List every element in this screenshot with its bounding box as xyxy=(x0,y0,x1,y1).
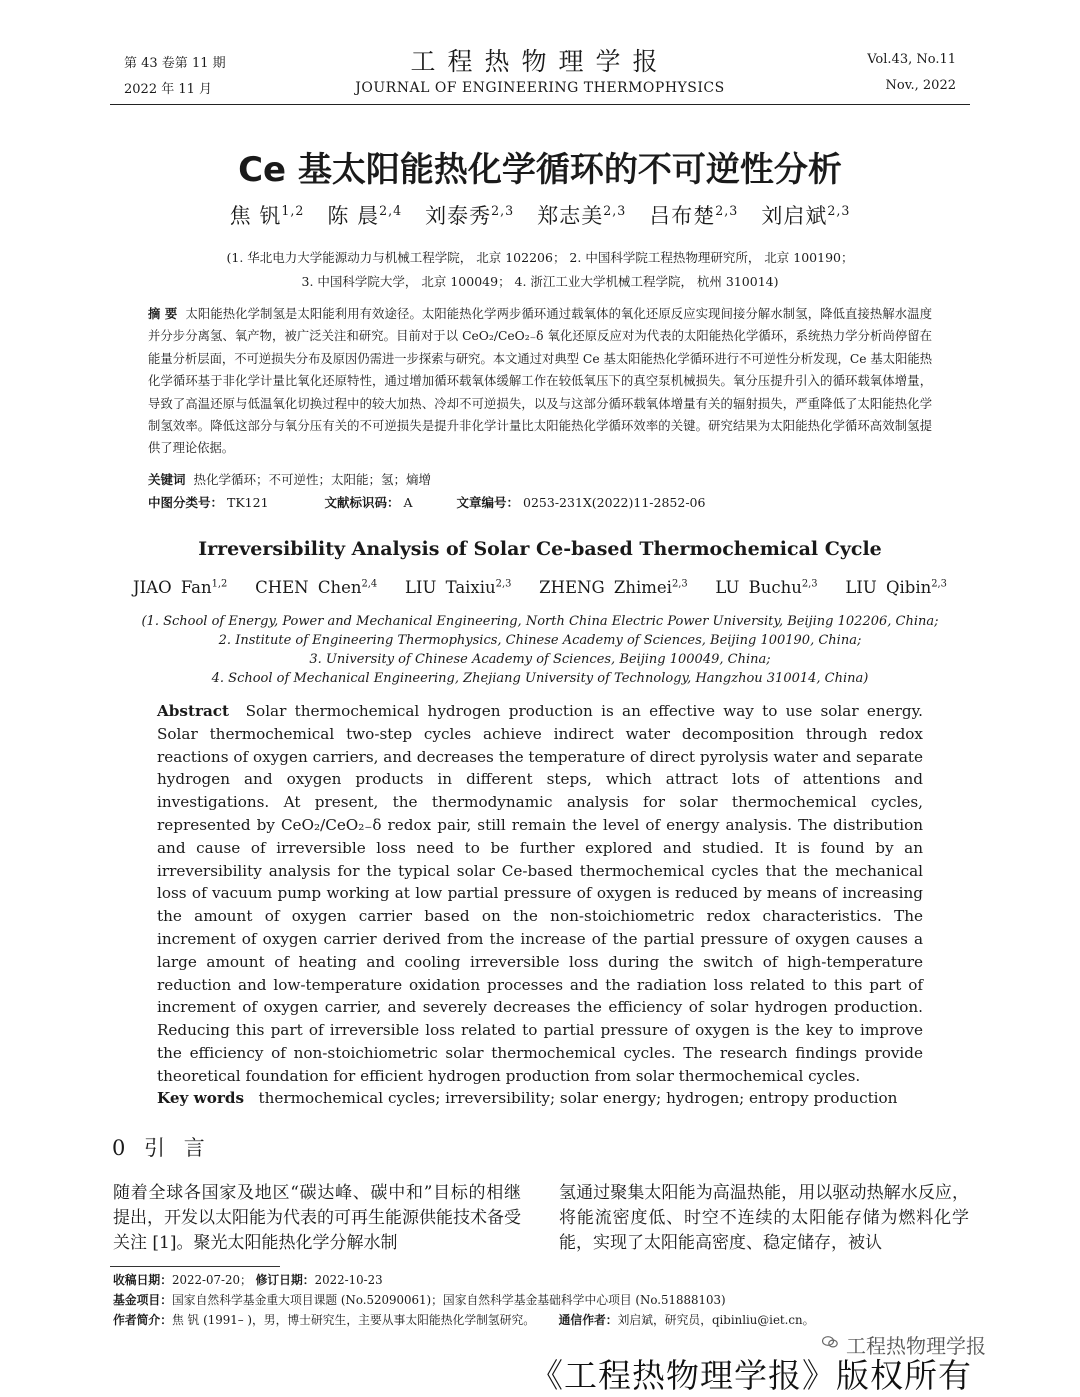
abstract-en xyxy=(157,700,923,1088)
article-no-value: 0253-231X(2022)11-2852-06 xyxy=(523,495,706,510)
author-en: JIAO Fan xyxy=(133,578,212,597)
abstract-cn-text: 太阳能热化学制氢是太阳能利用有效途径。太阳能热化学两步循环通过载氧体的氧化还原反应实现间接分解水制氢，降低直接热解水温度并分步分离氢、氧产物，被广泛关注和研究。目前对于以 CeO₂/CeO₂₋δ 氧化还原反应对为代表的太阳能热化学循环，系统热力学分析尚停留在能量分析层面，不可逆损失分布及原因仍需进一步探索与研究。本文通过对典型 Ce 基太阳能热化学循环进行不可逆性分析发现，Ce 基太阳能热化学循环基于非化学计量比氧化还原特性，通过增加循环载氧体缓解工作在较低氧压下的真空泵机械损失。氧分压提升引入的循环载氧体增量，导致了高温还原与低温氧化切换过程中的较大加热、冷却不可逆损失，以及与这部分循环载氧体增量有关的辐射损失，严重降低了太阳能热化学制氢效率。降低这部分与氧分压有关的不可逆损失是提升非化学计量比太阳能热化学循环效率的关键。研究结果为太阳能热化学循环高效制氢提供了理论依据。 xyxy=(148,307,932,456)
author-cn: 刘泰秀 xyxy=(425,204,492,228)
keywords-en-label: Key words xyxy=(157,1089,245,1107)
journal-title-en: JOURNAL OF ENGINEERING THERMOPHYSICS xyxy=(355,80,725,96)
author-aff: 2,3 xyxy=(931,578,947,590)
author-aff: 2,3 xyxy=(827,203,851,218)
author-aff: 1,2 xyxy=(281,203,305,218)
author-cn: 刘启斌 xyxy=(761,204,828,228)
keywords-cn xyxy=(148,470,431,488)
footnote-dates xyxy=(113,1271,383,1288)
affiliation-cn-line2: 3. 中国科学院大学， 北京 100049； 4. 浙江工业大学机械工程学院， 杭州 310014) xyxy=(301,274,779,289)
article-no-label: 文章编号： xyxy=(456,495,520,510)
author-en: LU Buchu xyxy=(715,578,802,597)
revised-label: 修订日期： xyxy=(255,1273,315,1287)
affiliation-en-2: 2. Institute of Engineering Thermophysics, Chinese Academy of Sciences, Beijing 100190, China; xyxy=(218,633,862,648)
author-bio-label: 作者简介： xyxy=(113,1313,172,1327)
classification-cn xyxy=(148,493,948,511)
issue-en: Vol.43, No.11 xyxy=(867,52,956,67)
author-en: LIU Taixiu xyxy=(404,578,496,597)
footnote-rule xyxy=(110,1266,280,1267)
author-en: ZHENG Zhimei xyxy=(539,578,672,597)
affiliation-en-3: 3. University of Chinese Academy of Sciences, Beijing 100049, China; xyxy=(309,652,771,667)
author-cn: 陈 晨 xyxy=(327,204,380,228)
fund-text: 国家自然科学基金重大项目课题 (No.52090061)；国家自然科学基金基础科学中心项目 (No.51888103) xyxy=(172,1293,726,1307)
clc-value: TK121 xyxy=(227,495,269,510)
affiliation-en-4: 4. School of Mechanical Engineering, Zhejiang University of Technology, Hangzhou 310014, China) xyxy=(211,671,869,686)
section-heading-intro: 0 引 言 xyxy=(112,1136,211,1160)
author-aff: 2,3 xyxy=(603,203,627,218)
journal-title-cn: 工程热物理学报 xyxy=(410,47,670,76)
abstract-cn xyxy=(148,303,932,460)
author-aff: 1,2 xyxy=(211,578,228,590)
intro-column-left: 随着全球各国家及地区“碳达峰、碳中和”目标的相继提出，开发以太阳能为代表的可再生能源供能技术备受关注 [1]。聚光太阳能热化学分解水制 xyxy=(113,1183,521,1253)
header-rule xyxy=(110,104,970,105)
affiliation-en-1: (1. School of Energy, Power and Mechanical Engineering, North China Electric Power University, Beijing 102206, China; xyxy=(141,614,939,629)
affiliation-cn-line1: (1. 华北电力大学能源动力与机械工程学院， 北京 102206； 2. 中国科学院工程热物理研究所， 北京 100190； xyxy=(226,250,854,265)
keywords-en xyxy=(157,1089,897,1107)
doc-code-value: A xyxy=(403,495,413,510)
corr-label: 通信作者： xyxy=(558,1313,618,1327)
footnote-author xyxy=(113,1311,814,1328)
clc-label: 中图分类号： xyxy=(148,495,224,510)
author-en: CHEN Chen xyxy=(255,578,362,597)
doc-code-label: 文献标识码： xyxy=(324,495,400,510)
author-aff: 2,3 xyxy=(495,578,512,590)
received-date: 2022-07-20； xyxy=(172,1273,252,1287)
authors-cn xyxy=(0,200,1080,230)
keywords-cn-text: 热化学循环；不可逆性；太阳能；氢；熵增 xyxy=(193,472,431,487)
footnote-fund xyxy=(113,1291,726,1308)
paper-title-cn: Ce 基太阳能热化学循环的不可逆性分析 xyxy=(238,150,842,190)
wechat-watermark: 工程热物理学报 xyxy=(846,1334,986,1358)
abstract-en-label: Abstract xyxy=(157,702,230,720)
date-cn: 2022 年 11 月 xyxy=(124,82,213,97)
author-cn: 郑志美 xyxy=(537,204,604,228)
abstract-cn-label: 摘 要 xyxy=(148,307,178,321)
author-aff: 2,4 xyxy=(361,578,378,590)
issue-cn: 第 43 卷第 11 期 xyxy=(124,56,226,71)
fund-label: 基金项目： xyxy=(113,1293,172,1307)
author-bio-text: 焦 钒 (1991– )，男，博士研究生，主要从事太阳能热化学制氢研究。 xyxy=(172,1313,536,1327)
abstract-en-text: Solar thermochemical hydrogen production is an effective way to use solar energy. Solar thermochemical two-step cycles achieve indirect water decomposition through redox reactions of oxygen carriers, and decreases the temperature of direct pyrolysis water and separate hydrogen and oxygen products in different steps, which attract lots of attentions and investigations. At present, the thermodynamic analysis for solar thermochemical cycles, represented by CeO₂/CeO₂₋δ redox pair, still remain the level of energy analysis. The distribution and cause of irreversible loss need to be further explored and studied. It is found by an irreversibility analysis for the typical solar Ce-based thermochemical cycles that the mechanical loss of vacuum pump working at low partial pressure of oxygen is reduced by means of increasing the amount of oxygen carrier based on the non-stoichiometric redox characteristics. The increment of oxygen carrier derived from the increase of the partial pressure of oxygen causes a large amount of heating and cooling irreversible loss during the switch of high-temperature reduction and low-temperature oxidation processes and the radiation loss related to this part of increment of oxygen carrier, and severely decreases the efficiency of solar hydrogen production. Reducing this part of irreversible loss related to partial pressure of oxygen is the key to improve the efficiency of non-stoichiometric solar thermochemical cycles. The research findings provide theoretical foundation for efficient hydrogen production from solar thermochemical cycles. xyxy=(157,702,923,1085)
paper-title-en: Irreversibility Analysis of Solar Ce-based Thermochemical Cycle xyxy=(198,538,882,560)
author-aff: 2,3 xyxy=(715,203,739,218)
keywords-en-text: thermochemical cycles; irreversibility; solar energy; hydrogen; entropy production xyxy=(258,1089,898,1107)
authors-en xyxy=(0,578,1080,597)
date-en: Nov., 2022 xyxy=(885,78,956,93)
author-aff: 2,3 xyxy=(801,578,818,590)
corr-text: 刘启斌，研究员，qibinliu@iet.cn。 xyxy=(617,1313,815,1327)
wechat-icon xyxy=(822,1336,838,1348)
keywords-cn-label: 关键词 xyxy=(148,472,186,487)
revised-date: 2022-10-23 xyxy=(314,1273,383,1287)
copyright-watermark: 《工程热物理学报》版权所有 xyxy=(530,1356,972,1395)
author-cn: 焦 钒 xyxy=(229,204,282,228)
author-cn: 吕布楚 xyxy=(649,204,716,228)
author-aff: 2,4 xyxy=(379,203,403,218)
author-en: LIU Qibin xyxy=(845,578,932,597)
intro-column-right: 氢通过聚集太阳能为高温热能，用以驱动热解水反应，将能流密度低、时空不连续的太阳能存储为燃料化学能，实现了太阳能高密度、稳定储存，被认 xyxy=(559,1183,969,1253)
author-aff: 2,3 xyxy=(491,203,515,218)
author-aff: 2,3 xyxy=(671,578,688,590)
received-label: 收稿日期： xyxy=(113,1273,172,1287)
